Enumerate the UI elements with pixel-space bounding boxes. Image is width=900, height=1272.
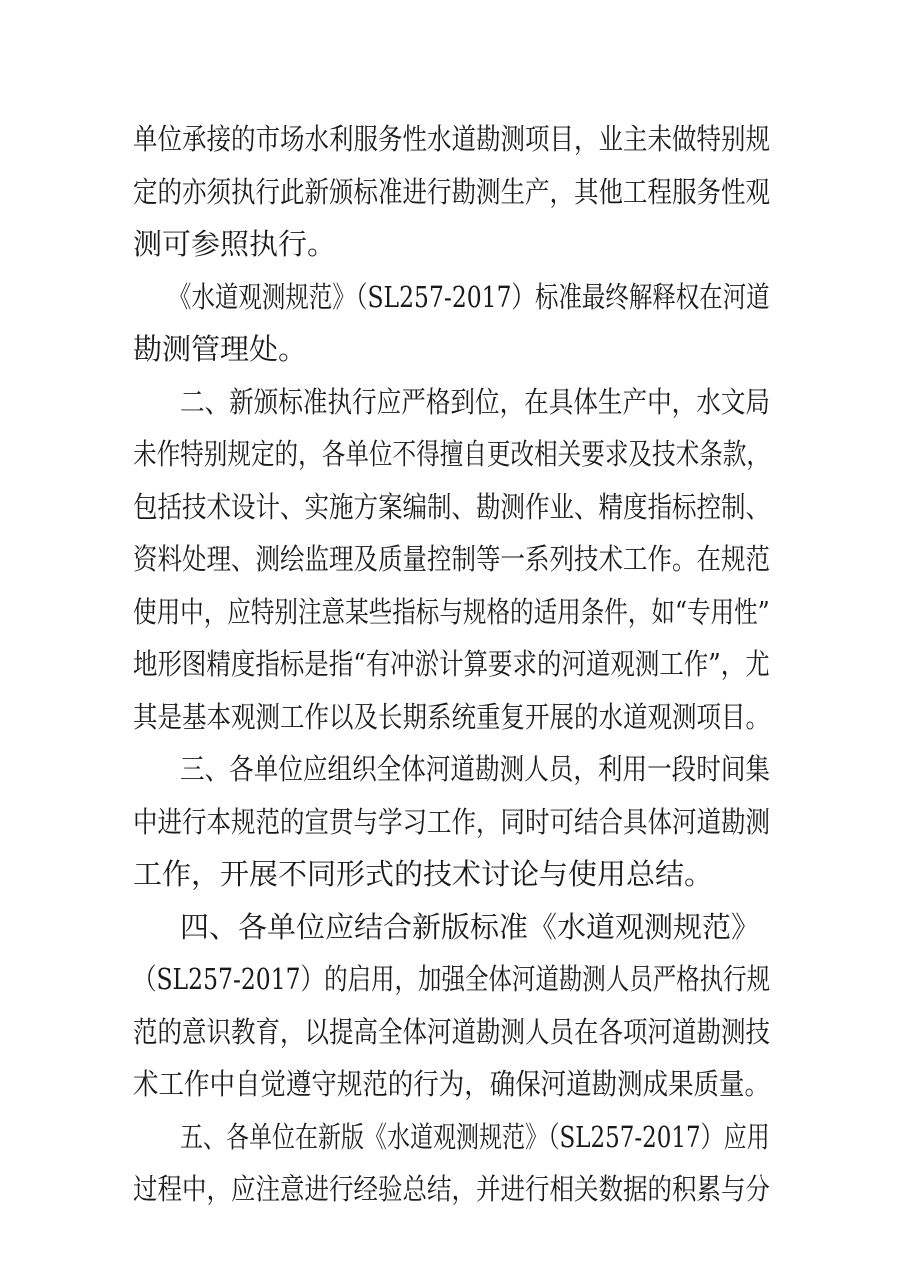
text-line: 过程中，应注意进行经验总结，并进行相关数据的积累与分 [133, 1172, 770, 1206]
text-line: 五、各单位在新版《水道观测规范》（SL257-2017）应用 [180, 1120, 770, 1154]
text-line: 测可参照执行。 [133, 227, 337, 261]
text-line: 单位承接的市场水利服务性水道勘测项目，业主未做特别规 [133, 122, 770, 156]
text-line: 勘测管理处。 [133, 332, 308, 366]
text-line: （SL257-2017）的启用，加强全体河道勘测人员严格执行规 [133, 962, 771, 996]
text-line: 包括技术设计、实施方案编制、勘测作业、精度指标控制、 [133, 490, 770, 524]
text-line: 未作特别规定的，各单位不得擅自更改相关要求及技术条款， [133, 437, 770, 471]
text-line: 定的亦须执行此新颁标准进行勘测生产，其他工程服务性观 [133, 175, 770, 209]
text-line: 二、新颁标准执行应严格到位，在具体生产中，水文局 [180, 385, 771, 419]
text-line: 《水道观测规范》（SL257-2017）标准最终解释权在河道 [168, 280, 770, 314]
text-line: 地形图精度指标是指“有冲淤计算要求的河道观测工作”，尤 [133, 647, 770, 681]
text-line: 术工作中自觉遵守规范的行为，确保河道勘测成果质量。 [133, 1067, 770, 1101]
text-line: 其是基本观测工作以及长期系统重复开展的水道观测项目。 [133, 700, 770, 734]
text-line: 范的意识教育，以提高全体河道勘测人员在各项河道勘测技 [133, 1015, 770, 1049]
text-line: 中进行本规范的宣贯与学习工作，同时可结合具体河道勘测 [133, 805, 770, 839]
text-line: 三、各单位应组织全体河道勘测人员，利用一段时间集 [180, 752, 771, 786]
text-line: 四、各单位应结合新版标准《水道观测规范》 [180, 910, 761, 944]
text-line: 工作，开展不同形式的技术讨论与使用总结。 [133, 857, 714, 891]
text-line: 资料处理、测绘监理及质量控制等一系列技术工作。在规范 [133, 542, 770, 576]
text-line: 使用中，应特别注意某些指标与规格的适用条件，如“专用性” [133, 595, 770, 629]
